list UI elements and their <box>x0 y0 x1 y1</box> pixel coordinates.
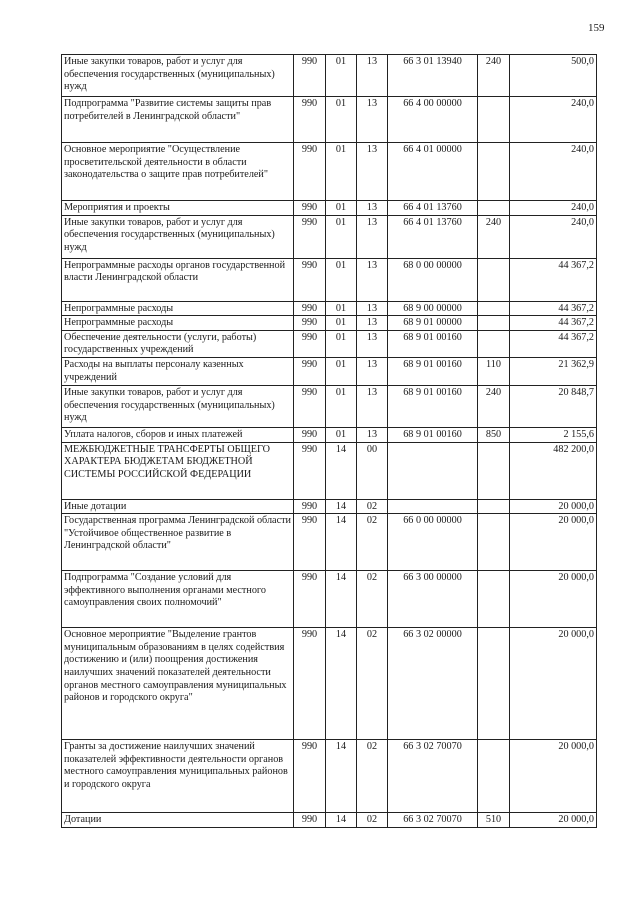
row-target-article-code: 66 3 02 70070 <box>388 740 478 813</box>
row-grbs-code: 990 <box>294 813 326 828</box>
row-subsection-code: 13 <box>357 385 388 427</box>
row-name: Подпрограмма "Развитие системы защиты прав потребителей в Ленинградской области" <box>62 97 294 143</box>
row-name: МЕЖБЮДЖЕТНЫЕ ТРАНСФЕРТЫ ОБЩЕГО ХАРАКТЕРА БЮДЖЕТАМ БЮДЖЕТНОЙ СИСТЕМЫ РОССИЙСКОЙ ФЕДЕРАЦИИ <box>62 442 294 499</box>
row-name: Иные закупки товаров, работ и услуг для обеспечения государственных (муниципальных) нужд <box>62 55 294 97</box>
row-section-code: 01 <box>326 55 357 97</box>
row-expense-type-code <box>478 301 510 316</box>
row-target-article-code: 68 9 01 00160 <box>388 357 478 385</box>
row-grbs-code: 990 <box>294 143 326 201</box>
row-section-code: 14 <box>326 813 357 828</box>
table-row <box>62 215 597 258</box>
row-name: Основное мероприятие "Выделение грантов муниципальным образованиям в целях содействия достижению и (или) поощрения достижения наилучших значений показателей деятельности органов местного самоуправления муниципальных районов и городского округа" <box>62 628 294 740</box>
row-expense-type-code <box>478 514 510 571</box>
row-name: Непрограммные расходы <box>62 316 294 331</box>
row-name: Основное мероприятие "Осуществление просветительской деятельности в области законодательства о защите прав потребителей" <box>62 143 294 201</box>
row-subsection-code: 02 <box>357 571 388 628</box>
row-amount: 20 000,0 <box>510 813 597 828</box>
budget-table <box>61 54 597 828</box>
row-expense-type-code <box>478 201 510 216</box>
row-amount: 20 848,7 <box>510 385 597 427</box>
row-target-article-code: 68 9 01 00160 <box>388 385 478 427</box>
row-name: Гранты за достижение наилучших значений показателей эффективности деятельности органов местного самоуправления муниципальных районов и городского округа <box>62 740 294 813</box>
row-target-article-code: 68 0 00 00000 <box>388 258 478 301</box>
row-subsection-code: 13 <box>357 316 388 331</box>
row-target-article-code: 66 4 01 13760 <box>388 201 478 216</box>
row-subsection-code: 13 <box>357 97 388 143</box>
row-grbs-code: 990 <box>294 442 326 499</box>
row-expense-type-code: 110 <box>478 357 510 385</box>
row-target-article-code: 66 3 01 13940 <box>388 55 478 97</box>
row-grbs-code: 990 <box>294 571 326 628</box>
row-section-code: 01 <box>326 427 357 442</box>
row-target-article-code: 66 4 00 00000 <box>388 97 478 143</box>
row-subsection-code: 02 <box>357 740 388 813</box>
row-expense-type-code: 240 <box>478 385 510 427</box>
row-target-article-code <box>388 499 478 514</box>
row-subsection-code: 13 <box>357 301 388 316</box>
row-section-code: 01 <box>326 258 357 301</box>
table-row <box>62 813 597 828</box>
table-row <box>62 385 597 427</box>
row-name: Расходы на выплаты персоналу казенных учреждений <box>62 357 294 385</box>
row-expense-type-code: 850 <box>478 427 510 442</box>
row-grbs-code: 990 <box>294 499 326 514</box>
row-expense-type-code <box>478 571 510 628</box>
row-grbs-code: 990 <box>294 385 326 427</box>
row-section-code: 01 <box>326 97 357 143</box>
row-amount: 2 155,6 <box>510 427 597 442</box>
table-row <box>62 201 597 216</box>
row-subsection-code: 13 <box>357 427 388 442</box>
row-amount: 44 367,2 <box>510 301 597 316</box>
row-subsection-code: 13 <box>357 357 388 385</box>
row-name: Подпрограмма "Создание условий для эффективного выполнения органами местного самоуправления своих полномочий" <box>62 571 294 628</box>
row-expense-type-code <box>478 740 510 813</box>
row-section-code: 14 <box>326 740 357 813</box>
row-expense-type-code: 240 <box>478 215 510 258</box>
row-expense-type-code: 510 <box>478 813 510 828</box>
table-row <box>62 357 597 385</box>
row-amount: 20 000,0 <box>510 628 597 740</box>
row-section-code: 01 <box>326 201 357 216</box>
table-row <box>62 97 597 143</box>
row-grbs-code: 990 <box>294 258 326 301</box>
table-row <box>62 330 597 357</box>
row-amount: 44 367,2 <box>510 330 597 357</box>
row-subsection-code: 13 <box>357 258 388 301</box>
row-name: Иные дотации <box>62 499 294 514</box>
row-section-code: 01 <box>326 385 357 427</box>
row-amount: 21 362,9 <box>510 357 597 385</box>
row-amount: 240,0 <box>510 201 597 216</box>
row-subsection-code: 13 <box>357 143 388 201</box>
row-grbs-code: 990 <box>294 301 326 316</box>
row-expense-type-code: 240 <box>478 55 510 97</box>
table-row <box>62 740 597 813</box>
table-row <box>62 258 597 301</box>
row-section-code: 14 <box>326 514 357 571</box>
row-subsection-code: 00 <box>357 442 388 499</box>
table-row <box>62 628 597 740</box>
row-name: Дотации <box>62 813 294 828</box>
row-grbs-code: 990 <box>294 357 326 385</box>
row-expense-type-code <box>478 258 510 301</box>
row-section-code: 14 <box>326 499 357 514</box>
table-row <box>62 499 597 514</box>
row-target-article-code: 66 3 02 00000 <box>388 628 478 740</box>
row-subsection-code: 02 <box>357 514 388 571</box>
page-number: 159 <box>588 22 605 34</box>
row-expense-type-code <box>478 316 510 331</box>
row-section-code: 01 <box>326 330 357 357</box>
row-section-code: 01 <box>326 301 357 316</box>
row-target-article-code: 68 9 00 00000 <box>388 301 478 316</box>
row-grbs-code: 990 <box>294 514 326 571</box>
row-section-code: 14 <box>326 442 357 499</box>
row-name: Мероприятия и проекты <box>62 201 294 216</box>
row-target-article-code: 66 4 01 00000 <box>388 143 478 201</box>
row-expense-type-code <box>478 628 510 740</box>
row-amount: 44 367,2 <box>510 316 597 331</box>
row-amount: 20 000,0 <box>510 514 597 571</box>
row-amount: 20 000,0 <box>510 571 597 628</box>
row-name: Обеспечение деятельности (услуги, работы) государственных учреждений <box>62 330 294 357</box>
row-expense-type-code <box>478 442 510 499</box>
table-row <box>62 301 597 316</box>
row-amount: 240,0 <box>510 215 597 258</box>
row-amount: 500,0 <box>510 55 597 97</box>
row-grbs-code: 990 <box>294 628 326 740</box>
row-grbs-code: 990 <box>294 55 326 97</box>
row-grbs-code: 990 <box>294 97 326 143</box>
row-amount: 20 000,0 <box>510 740 597 813</box>
row-name: Уплата налогов, сборов и иных платежей <box>62 427 294 442</box>
row-section-code: 14 <box>326 628 357 740</box>
row-target-article-code: 68 9 01 00160 <box>388 330 478 357</box>
row-amount: 482 200,0 <box>510 442 597 499</box>
row-grbs-code: 990 <box>294 427 326 442</box>
row-subsection-code: 02 <box>357 813 388 828</box>
row-target-article-code: 66 4 01 13760 <box>388 215 478 258</box>
row-amount: 44 367,2 <box>510 258 597 301</box>
row-amount: 20 000,0 <box>510 499 597 514</box>
row-grbs-code: 990 <box>294 215 326 258</box>
table-row <box>62 442 597 499</box>
table-row <box>62 427 597 442</box>
row-amount: 240,0 <box>510 97 597 143</box>
row-expense-type-code <box>478 97 510 143</box>
table-row <box>62 316 597 331</box>
row-section-code: 01 <box>326 215 357 258</box>
row-section-code: 01 <box>326 357 357 385</box>
row-grbs-code: 990 <box>294 316 326 331</box>
row-subsection-code: 13 <box>357 201 388 216</box>
row-name: Непрограммные расходы органов государственной власти Ленинградской области <box>62 258 294 301</box>
row-section-code: 14 <box>326 571 357 628</box>
row-target-article-code <box>388 442 478 499</box>
row-subsection-code: 13 <box>357 330 388 357</box>
table-row <box>62 514 597 571</box>
row-section-code: 01 <box>326 316 357 331</box>
row-expense-type-code <box>478 499 510 514</box>
row-section-code: 01 <box>326 143 357 201</box>
row-target-article-code: 68 9 01 00160 <box>388 427 478 442</box>
row-subsection-code: 13 <box>357 55 388 97</box>
row-target-article-code: 66 3 02 70070 <box>388 813 478 828</box>
table-row <box>62 143 597 201</box>
row-expense-type-code <box>478 143 510 201</box>
row-name: Непрограммные расходы <box>62 301 294 316</box>
row-subsection-code: 02 <box>357 499 388 514</box>
row-grbs-code: 990 <box>294 201 326 216</box>
row-name: Государственная программа Ленинградской области "Устойчивое общественное развитие в Ленинградской области" <box>62 514 294 571</box>
row-expense-type-code <box>478 330 510 357</box>
row-grbs-code: 990 <box>294 740 326 813</box>
row-target-article-code: 66 0 00 00000 <box>388 514 478 571</box>
table-row <box>62 571 597 628</box>
row-target-article-code: 68 9 01 00000 <box>388 316 478 331</box>
row-grbs-code: 990 <box>294 330 326 357</box>
row-subsection-code: 13 <box>357 215 388 258</box>
row-amount: 240,0 <box>510 143 597 201</box>
row-target-article-code: 66 3 00 00000 <box>388 571 478 628</box>
row-name: Иные закупки товаров, работ и услуг для обеспечения государственных (муниципальных) нужд <box>62 215 294 258</box>
table-row <box>62 55 597 97</box>
row-name: Иные закупки товаров, работ и услуг для обеспечения государственных (муниципальных) нужд <box>62 385 294 427</box>
row-subsection-code: 02 <box>357 628 388 740</box>
